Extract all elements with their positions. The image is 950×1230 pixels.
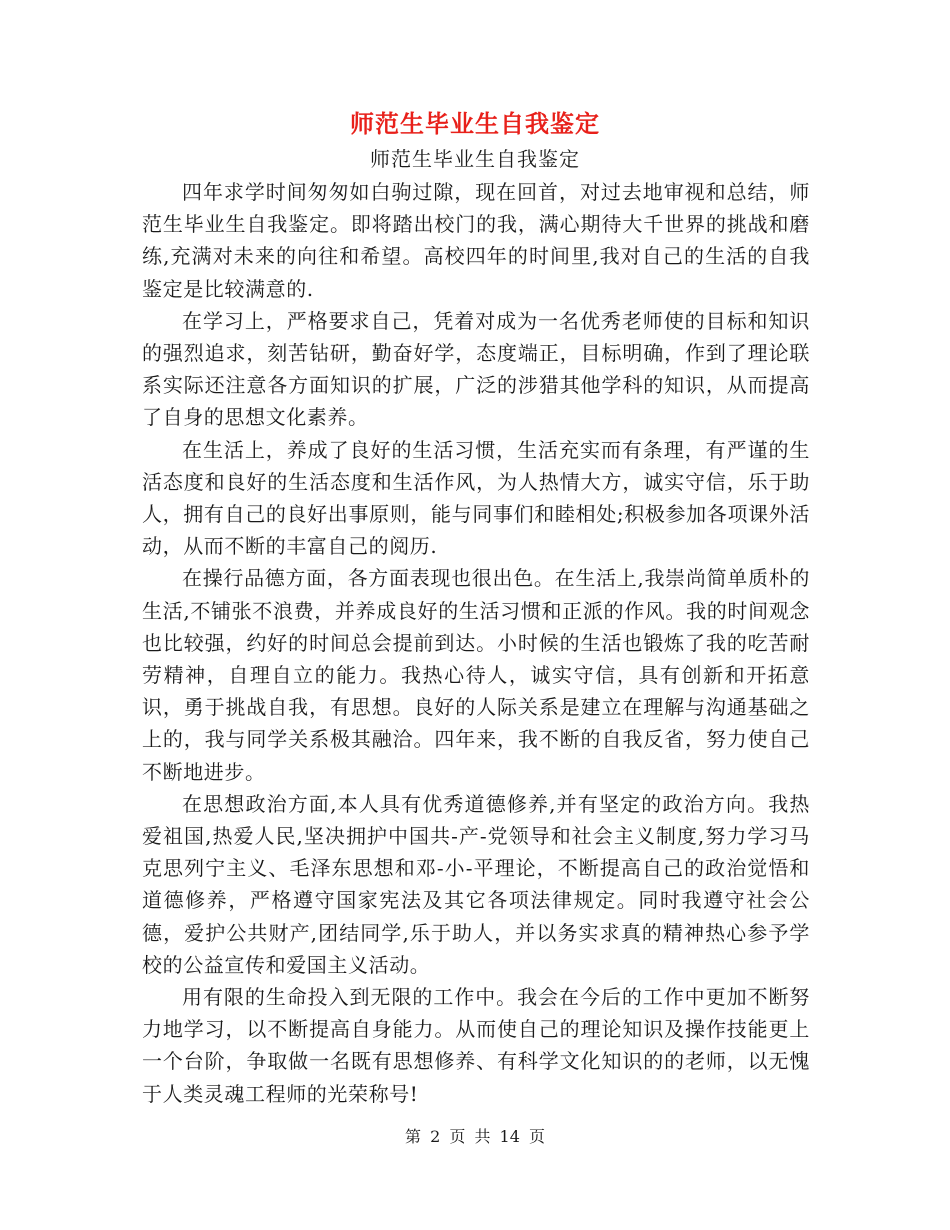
- paragraph-politics: 在思想政治方面,本人具有优秀道德修养,并有坚定的政治方向。我热爱祖国,热爱人民,坚决拥护中国共-产-党领导和社会主义制度,努力学习马克思列宁主义、毛泽东思想和邓-小-平理论，不断提高自己的政治觉悟和道德修养，严格遵守国家宪法及其它各项法律规定。同时我遵守社会公德，爱护公共财产,团结同学,乐于助人，并以务实求真的精神热心参予学校的公益宣传和爱国主义活动。: [142, 791, 810, 977]
- document-subtitle: 师范生毕业生自我鉴定: [370, 147, 580, 171]
- paragraph-conclusion: 用有限的生命投入到无限的工作中。我会在今后的工作中更加不断努力地学习，以不断提高自身能力。从而使自己的理论知识及操作技能更上一个台阶，争取做一名既有思想修养、有科学文化知识的的老师，以无愧于人类灵魂工程师的光荣称号!: [142, 985, 810, 1106]
- paragraph-conduct: 在操行品德方面，各方面表现也很出色。在生活上,我崇尚简单质朴的生活,不铺张不浪费，并养成良好的生活习惯和正派的作风。我的时间观念也比较强，约好的时间总会提前到达。小时候的生活也锻炼了我的吃苦耐劳精神，自理自立的能力。我热心待人，诚实守信，具有创新和开拓意识，勇于挑战自我，有思想。良好的人际关系是建立在理解与沟通基础之上的，我与同学关系极其融洽。四年来，我不断的自我反省，努力使自己不断地进步。: [142, 566, 810, 784]
- paragraph-life: 在生活上，养成了良好的生活习惯，生活充实而有条理，有严谨的生活态度和良好的生活态度和生活作风，为人热情大方，诚实守信，乐于助人，拥有自己的良好出事原则，能与同事们和睦相处;积极参加各项课外活动，从而不断的丰富自己的阅历.: [142, 437, 810, 559]
- document-title: 师范生毕业生自我鉴定: [350, 109, 600, 138]
- document-body: [142, 176, 810, 1110]
- page-footer: 第 2 页 共 14 页: [405, 1127, 545, 1146]
- paragraph-intro: 四年求学时间匆匆如白驹过隙，现在回首，对过去地审视和总结，师范生毕业生自我鉴定。即将踏出校门的我，满心期待大千世界的挑战和磨练,充满对未来的向往和希望。高校四年的时间里,我对自己的生活的自我鉴定是比较满意的.: [142, 180, 810, 301]
- paragraph-study: 在学习上，严格要求自己，凭着对成为一名优秀老师使的目标和知识的强烈追求，刻苦钻研，勤奋好学，态度端正，目标明确，作到了理论联系实际还注意各方面知识的扩展，广泛的涉猎其他学科的知识，从而提高了自身的思想文化素养。: [142, 308, 810, 430]
